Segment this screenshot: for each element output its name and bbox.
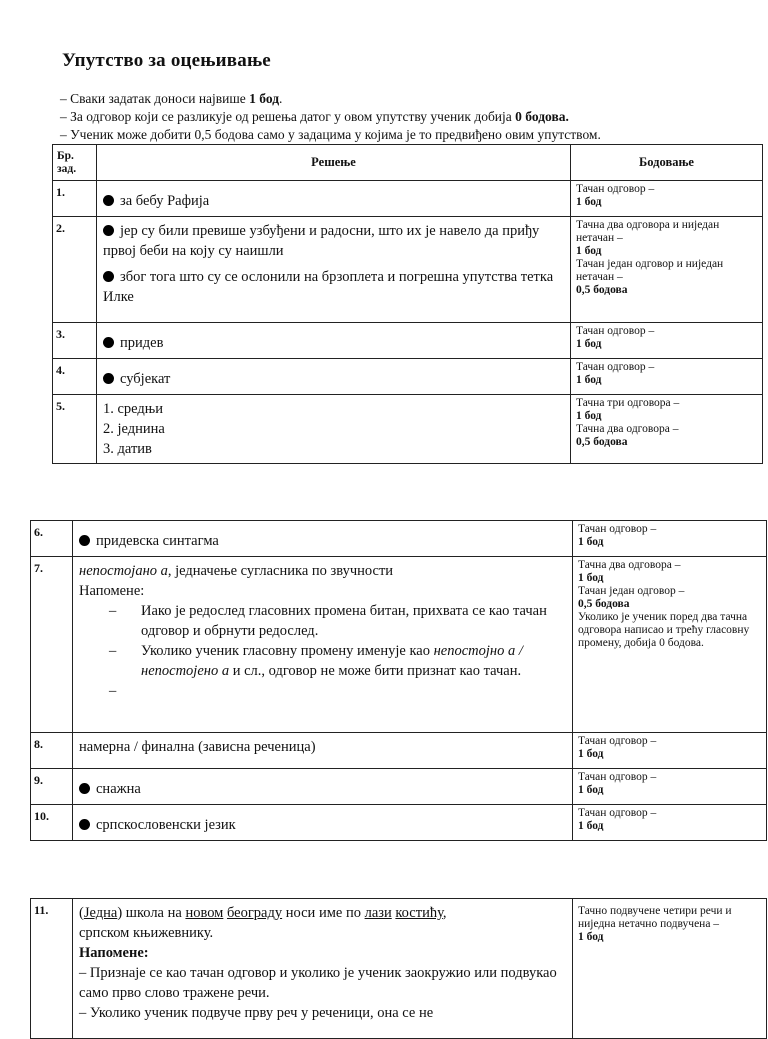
bullet-icon xyxy=(103,225,114,236)
table-row xyxy=(31,521,767,557)
task-points: Тачна два одговора и ниједан нетачан – 1 бод Тачан један одговор и ниједан нетачан – 0,5 бодова xyxy=(571,217,763,323)
rule-3: – Ученик може добити 0,5 бодова само у задацима у којима је то предвиђено овим упутством. xyxy=(60,127,601,142)
task-number: 9. xyxy=(31,769,73,805)
table-row xyxy=(53,359,763,395)
table-row xyxy=(53,181,763,217)
task-number: 8. xyxy=(31,733,73,769)
list-item: 3. датив xyxy=(103,441,152,457)
list-item: – Иако је редослед гласовних промена битан, прихвата се као тачан одговор и обрнути редослед. xyxy=(109,603,547,639)
task-points: Тачно подвучене четири речи и ниједна нетачно подвучена – 1 бод xyxy=(573,899,767,1039)
task-solution: придевска синтагма xyxy=(73,521,573,557)
task-number: 4. xyxy=(53,359,97,395)
sentence-line-1: (Једна) школа на новом београду носи име по лази костићу, xyxy=(79,905,447,921)
table-row xyxy=(53,395,763,464)
notes-label: Напомене: xyxy=(79,945,149,961)
task-number: 5. xyxy=(53,395,97,464)
answer-2: због тога што су се ослонили на брзоплета и погрешна упутства тетка Илке xyxy=(103,269,554,305)
task-solution: за бебу Рафија xyxy=(97,181,571,217)
task-number: 10. xyxy=(31,805,73,841)
page-title: Упутство за оцењивање xyxy=(62,50,271,71)
sentence-line-2: српском књижевнику. xyxy=(79,925,214,941)
task-points: Тачан одговор – 1 бод xyxy=(571,323,763,359)
task-number: 11. xyxy=(31,899,73,1039)
table-header-row xyxy=(53,145,763,181)
bullet-icon xyxy=(79,535,90,546)
task-points: Тачан одговор – 1 бод xyxy=(571,359,763,395)
header-points: Бодовање xyxy=(571,145,763,181)
grading-table-3 xyxy=(30,898,767,1039)
note-2: – Уколико ученик подвуче прву реч у реченици, она се не xyxy=(79,1005,434,1021)
grading-table-2 xyxy=(30,520,767,841)
task-points: Тачна три одговора – 1 бод Тачна два одговора – 0,5 бодова xyxy=(571,395,763,464)
task-number: 6. xyxy=(31,521,73,557)
table-row xyxy=(31,557,767,733)
rule-2: – За одговор који се разликује од решења датог у овом упутству ученик добија 0 бодова. xyxy=(60,109,569,124)
bullet-icon xyxy=(103,271,114,282)
note-1: – Признаје се као тачан одговор и уколико је ученик заокружио или подвукао само прво слово тражене речи. xyxy=(79,965,557,1001)
task-solution: намерна / финална (зависна реченица) xyxy=(73,733,573,769)
task-points: Тачан одговор – 1 бод xyxy=(573,733,767,769)
bullet-icon xyxy=(79,819,90,830)
list-item: 2. једнина xyxy=(103,421,165,437)
task-number: 2. xyxy=(53,217,97,323)
answer-1: јер су били превише узбуђени и радосни, што их је навело да приђу првој беби на коју су наишли xyxy=(103,223,540,259)
list-item: 1. средњи xyxy=(103,401,164,417)
table-row xyxy=(31,805,767,841)
task-solution xyxy=(73,557,573,733)
task-solution: придев xyxy=(97,323,571,359)
intro-rules xyxy=(60,90,601,144)
notes-list: – Иако је редослед гласовних промена битан, прихвата се као тачан одговор и обрнути редослед. – Уколико ученик гласовну промену именује као непостојно а / непостојено а и сл., одговор не може бити признат као тачан. – xyxy=(79,601,566,681)
task-points: Тачна два одговора – 1 бод Тачан један одговор – 0,5 бодова Уколико је ученик поред два тачна одговора написао и трећу гласовну промену, добија 0 бодова. xyxy=(573,557,767,733)
notes-label: Напомене: xyxy=(79,583,145,599)
header-solution: Решење xyxy=(97,145,571,181)
table-row xyxy=(31,733,767,769)
task-solution xyxy=(73,899,573,1039)
task-points: Тачан одговор – 1 бод xyxy=(571,181,763,217)
bullet-icon xyxy=(103,195,114,206)
task-points: Тачан одговор – 1 бод xyxy=(573,805,767,841)
table-row xyxy=(53,323,763,359)
rule-1: – Сваки задатак доноси највише 1 бод. xyxy=(60,91,283,106)
task-number: 1. xyxy=(53,181,97,217)
task-solution: снажна xyxy=(73,769,573,805)
task-points: Тачан одговор – 1 бод xyxy=(573,521,767,557)
task-points: Тачан одговор – 1 бод xyxy=(573,769,767,805)
task-solution: српскословенски језик xyxy=(73,805,573,841)
header-num: Бр. зад. xyxy=(53,145,97,181)
table-row xyxy=(53,217,763,323)
table-row xyxy=(31,769,767,805)
grading-table-1 xyxy=(52,144,763,464)
table-row xyxy=(31,899,767,1039)
list-item: – Уколико ученик гласовну промену именује као непостојно а / непостојено а и сл., одговор не може бити признат као тачан. xyxy=(109,643,523,679)
bullet-icon xyxy=(103,337,114,348)
task-number: 7. xyxy=(31,557,73,733)
task-solution xyxy=(97,395,571,464)
task-solution: субјекат xyxy=(97,359,571,395)
task-solution xyxy=(97,217,571,323)
answer-line: непостојано а, једначење сугласника по звучности xyxy=(79,563,394,579)
bullet-icon xyxy=(103,373,114,384)
task-number: 3. xyxy=(53,323,97,359)
bullet-icon xyxy=(79,783,90,794)
